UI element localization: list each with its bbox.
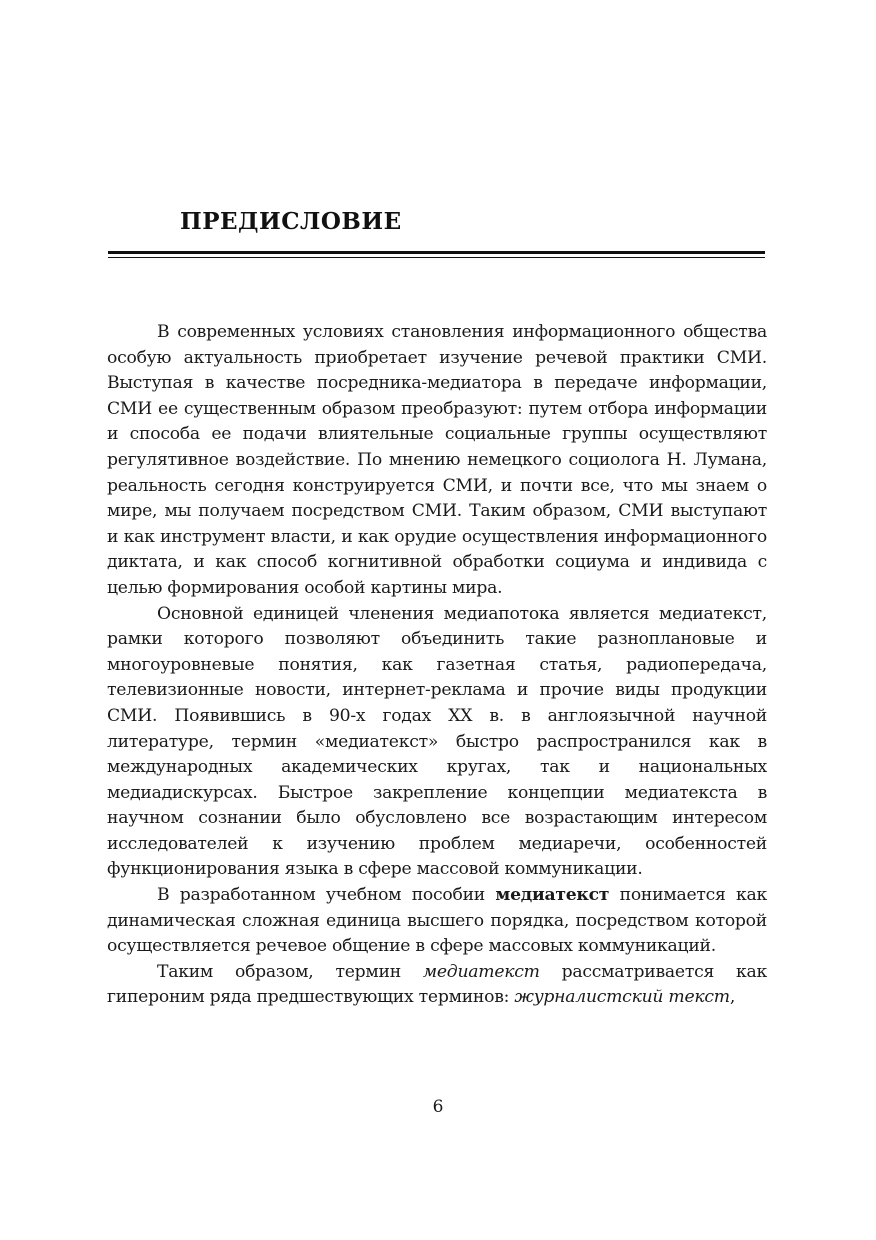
- paragraph-4: [107, 960, 767, 1011]
- paragraph-3: [107, 883, 767, 960]
- term-italic-mediatext: медиатекст: [422, 961, 540, 982]
- paragraph-2: Основной единицей членения медиапотока является медиатекст, рамки которого позволяют объединить такие разноплановые и многоуровневые понятия, как газетная статья, радиопередача, телевизионные новости, интернет-реклама и прочие виды продукции СМИ. Появившись в 90-х годах XX в. в англоязычной научной литературе, термин «медиатекст» быстро распространился как в международных академических кругах, так и национальных медиадискурсах. Быстрое закрепление концепции медиатекста в научном сознании было обусловлено все возрастающим интересом исследователей к изучению проблем медиаречи, особенностей функционирования языка в сфере массовой коммуникации.: [107, 603, 767, 880]
- title-rule-thick: [108, 251, 765, 254]
- paragraph-1: В современных условиях становления информационного общества особую актуальность приобретает изучение речевой практики СМИ. Выступая в качестве посредника-медиатора в передаче информации, СМИ ее существенным образом преобразуют: путем отбора информации и способа ее подачи влиятельные социальные группы осуществляют регулятивное воздействие. По мнению немецкого социолога Н. Лумана, реальность сегодня конструируется СМИ, и почти все, что мы знаем о мире, мы получаем посредством СМИ. Таким образом, СМИ выступают и как инструмент власти, и как орудие осуществления информационного диктата, и как способ когнитивной обработки социума и индивида с целью формирования особой картины мира.: [107, 322, 767, 598]
- paragraph-3-text-after: понимается как динамическая сложная единица высшего порядка, посредством которой осуществляется речевое общение в сфере массовых коммуникаций.: [107, 885, 767, 957]
- term-bold-mediatext: медиатекст: [495, 885, 610, 906]
- page-title: ПРЕДИСЛОВИЕ: [180, 208, 402, 235]
- page-number: 6: [432, 1097, 444, 1117]
- title-rule-thin: [108, 257, 765, 258]
- paragraph-3-text-before: В разработанном учебном пособии: [157, 885, 485, 906]
- paragraph-4-text-before: Таким образом, термин: [157, 961, 401, 982]
- body-text: [107, 320, 767, 1011]
- paragraph-4-text-middle: рассматривается как гипероним ряда предшествующих терминов:: [107, 961, 768, 1008]
- paragraph-4-text-after: ,: [729, 987, 736, 1008]
- term-italic-journalistic-text: журналистский текст: [514, 987, 730, 1008]
